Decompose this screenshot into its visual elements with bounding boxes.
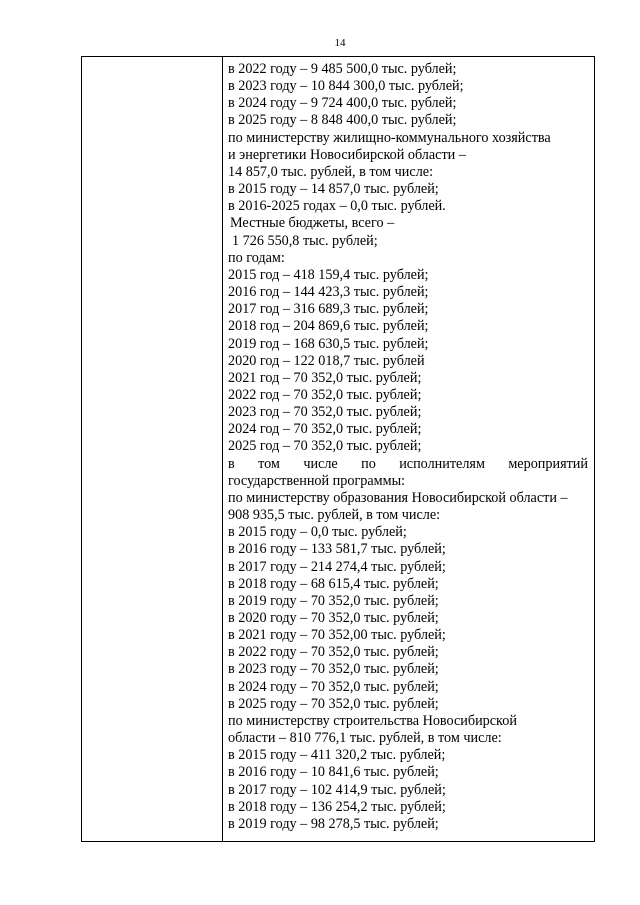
text-line: 2023 год – 70 352,0 тыс. рублей; xyxy=(228,404,422,421)
text-line: по министерству строительства Новосибирской xyxy=(228,712,517,729)
text-line: в 2019 году – 98 278,5 тыс. рублей; xyxy=(228,815,439,832)
text-line: 2016 год – 144 423,3 тыс. рублей; xyxy=(228,284,429,301)
text-line: в 2016-2025 годах – 0,0 тыс. рублей. xyxy=(228,198,446,215)
justified-word: числе xyxy=(303,455,338,472)
table-right-cell xyxy=(223,57,594,841)
text-line: государственной программы: xyxy=(228,472,406,489)
text-line: 14 857,0 тыс. рублей, в том числе: xyxy=(228,163,434,180)
funding-lines-before xyxy=(228,61,588,456)
text-line: области – 810 776,1 тыс. рублей, в том числе: xyxy=(228,730,502,747)
text-line: в 2019 году – 70 352,0 тыс. рублей; xyxy=(228,592,439,609)
text-line: в 2024 году – 70 352,0 тыс. рублей; xyxy=(228,678,439,695)
text-line: в 2017 году – 214 274,4 тыс. рублей; xyxy=(228,558,446,575)
text-line: по годам: xyxy=(228,249,285,266)
text-line: в 2022 году – 9 485 500,0 тыс. рублей; xyxy=(228,61,457,77)
text-line: 2025 год – 70 352,0 тыс. рублей; xyxy=(228,438,422,455)
justified-line xyxy=(228,456,588,473)
text-line: 2015 год – 418 159,4 тыс. рублей; xyxy=(228,266,429,283)
text-line: по министерству жилищно-коммунального хозяйства xyxy=(228,129,551,146)
text-line: Местные бюджеты, всего – xyxy=(230,215,395,232)
text-line: 2021 год – 70 352,0 тыс. рублей; xyxy=(228,369,422,386)
text-line: в 2025 году – 8 848 400,0 тыс. рублей; xyxy=(228,112,457,129)
justified-word: по xyxy=(361,455,376,472)
text-line: в 2016 году – 10 841,6 тыс. рублей; xyxy=(228,764,439,781)
text-line: 2024 год – 70 352,0 тыс. рублей; xyxy=(228,421,422,438)
text-line: в 2025 году – 70 352,0 тыс. рублей; xyxy=(228,695,439,712)
justified-word: исполнителям xyxy=(399,455,485,472)
text-line: в 2015 году – 14 857,0 тыс. рублей; xyxy=(228,181,439,198)
text-line: в 2015 году – 411 320,2 тыс. рублей; xyxy=(228,747,446,764)
text-line: 908 935,5 тыс. рублей, в том числе: xyxy=(228,507,441,524)
text-line: в 2016 году – 133 581,7 тыс. рублей; xyxy=(228,541,446,558)
text-line: в 2017 году – 102 414,9 тыс. рублей; xyxy=(228,781,446,798)
text-line: в 2024 году – 9 724 400,0 тыс. рублей; xyxy=(228,95,457,112)
document-table xyxy=(81,56,595,842)
text-line: в 2018 году – 136 254,2 тыс. рублей; xyxy=(228,798,446,815)
funding-lines-after xyxy=(228,473,588,833)
text-line: в 2023 году – 70 352,0 тыс. рублей; xyxy=(228,661,439,678)
page-number: 14 xyxy=(334,37,346,49)
text-line: 2018 год – 204 869,6 тыс. рублей; xyxy=(228,318,429,335)
table-left-cell xyxy=(82,57,223,841)
text-line: 2022 год – 70 352,0 тыс. рублей; xyxy=(228,386,422,403)
text-line: 1 726 550,8 тыс. рублей; xyxy=(232,232,378,249)
text-line: и энергетики Новосибирской области – xyxy=(228,146,466,163)
text-line: в 2023 году – 10 844 300,0 тыс. рублей; xyxy=(228,78,464,95)
text-line: 2020 год – 122 018,7 тыс. рублей xyxy=(228,352,425,369)
text-line: по министерству образования Новосибирской области – xyxy=(228,489,568,506)
text-line: в 2015 году – 0,0 тыс. рублей; xyxy=(228,524,407,541)
text-line: 2019 год – 168 630,5 тыс. рублей; xyxy=(228,335,429,352)
justified-word: мероприятий xyxy=(508,455,588,472)
text-line: в 2018 году – 68 615,4 тыс. рублей; xyxy=(228,575,439,592)
justified-word: том xyxy=(258,455,280,472)
justified-word: в xyxy=(228,455,235,472)
text-line: в 2022 году – 70 352,0 тыс. рублей; xyxy=(228,644,439,661)
text-line: в 2020 году – 70 352,0 тыс. рублей; xyxy=(228,610,439,626)
text-line: 2017 год – 316 689,3 тыс. рублей; xyxy=(228,301,429,318)
text-line: в 2021 году – 70 352,00 тыс. рублей; xyxy=(228,627,446,644)
